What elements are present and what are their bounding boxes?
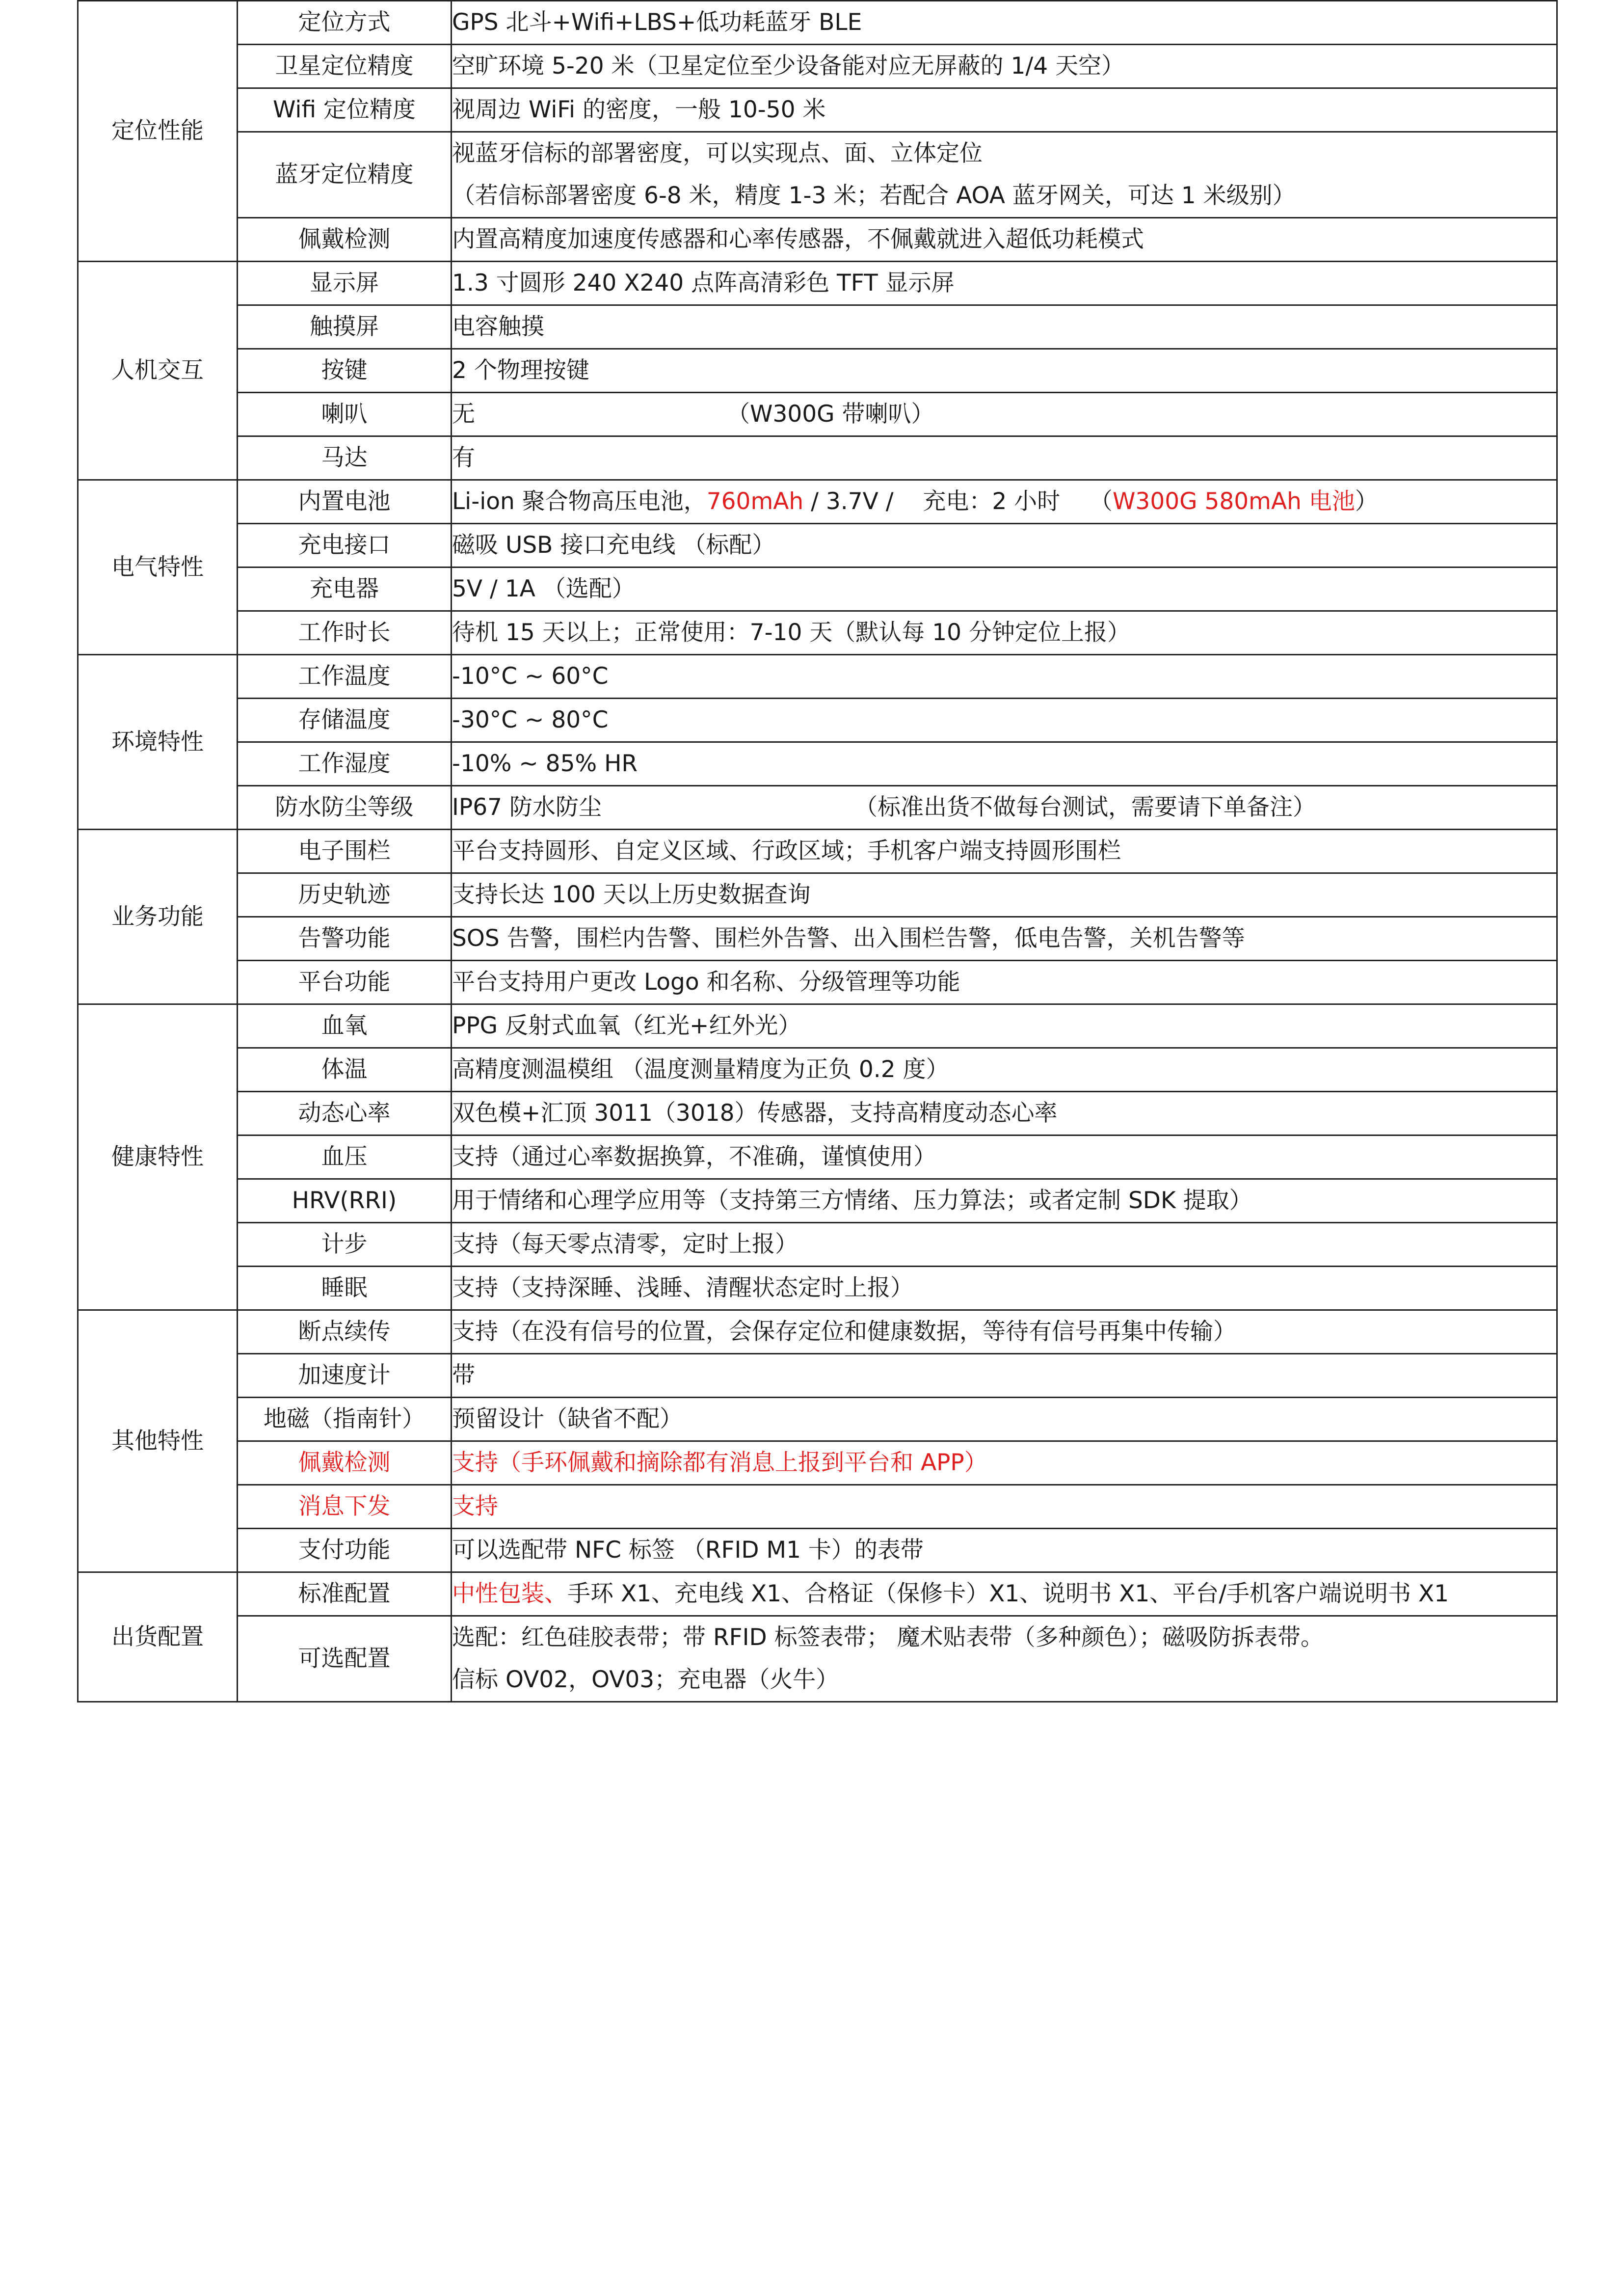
category-cell: 电气特性 bbox=[78, 480, 238, 655]
table-row bbox=[78, 611, 1557, 655]
table-row bbox=[78, 1135, 1557, 1179]
value-cell: 支持 bbox=[452, 1485, 1557, 1529]
category-cell: 出货配置 bbox=[78, 1572, 238, 1702]
value-cell: GPS 北斗+Wifi+LBS+低功耗蓝牙 BLE bbox=[452, 1, 1557, 45]
item-cell: 触摸屏 bbox=[238, 305, 452, 349]
table-row bbox=[78, 1616, 1557, 1702]
value-line: 视蓝牙信标的部署密度，可以实现点、面、立体定位 bbox=[452, 140, 983, 167]
table-row bbox=[78, 742, 1557, 786]
value-cell bbox=[452, 786, 1557, 830]
category-cell: 环境特性 bbox=[78, 655, 238, 830]
value-text: 无 bbox=[452, 401, 475, 428]
table-row bbox=[78, 961, 1557, 1004]
value-cell: 双色模+汇顶 3011（3018）传感器，支持高精度动态心率 bbox=[452, 1092, 1557, 1135]
item-cell: 支付功能 bbox=[238, 1529, 452, 1572]
value-line: 信标 OV02，OV03；充电器（火牛） bbox=[452, 1666, 839, 1693]
item-cell: 血氧 bbox=[238, 1004, 452, 1048]
table-row bbox=[78, 1179, 1557, 1223]
value-cell: 高精度测温模组 （温度测量精度为正负 0.2 度） bbox=[452, 1048, 1557, 1092]
table-row bbox=[78, 1, 1557, 45]
value-cell: 电容触摸 bbox=[452, 305, 1557, 349]
value-cell: PPG 反射式血氧（红光+红外光） bbox=[452, 1004, 1557, 1048]
category-cell: 其他特性 bbox=[78, 1310, 238, 1572]
table-row bbox=[78, 1398, 1557, 1441]
item-cell: 工作温度 bbox=[238, 655, 452, 699]
value-cell: -10% ~ 85% HR bbox=[452, 742, 1557, 786]
value-cell: 用于情绪和心理学应用等（支持第三方情绪、压力算法；或者定制 SDK 提取） bbox=[452, 1179, 1557, 1223]
spec-table bbox=[77, 0, 1558, 1702]
value-cell: 5V / 1A （选配） bbox=[452, 567, 1557, 611]
table-row bbox=[78, 1354, 1557, 1398]
table-row bbox=[78, 349, 1557, 393]
highlight-text: W300G 580mAh 电池 bbox=[1112, 488, 1355, 515]
value-text: / 3.7V / 充电：2 小时 （ bbox=[803, 488, 1113, 515]
item-cell: 标准配置 bbox=[238, 1572, 452, 1616]
table-row bbox=[78, 262, 1557, 305]
item-cell: 加速度计 bbox=[238, 1354, 452, 1398]
table-row bbox=[78, 393, 1557, 436]
table-row bbox=[78, 1048, 1557, 1092]
value-cell: 支持（支持深睡、浅睡、清醒状态定时上报） bbox=[452, 1267, 1557, 1310]
value-cell bbox=[452, 480, 1557, 524]
table-row bbox=[78, 1485, 1557, 1529]
category-cell: 健康特性 bbox=[78, 1004, 238, 1310]
table-row bbox=[78, 1529, 1557, 1572]
item-cell: 血压 bbox=[238, 1135, 452, 1179]
table-row bbox=[78, 1092, 1557, 1135]
value-note: （W300G 带喇叭） bbox=[727, 401, 934, 428]
item-cell: 平台功能 bbox=[238, 961, 452, 1004]
value-cell: 支持（在没有信号的位置，会保存定位和健康数据，等待有信号再集中传输） bbox=[452, 1310, 1557, 1354]
value-note: （标准出货不做每台测试，需要请下单备注） bbox=[854, 794, 1316, 821]
table-row bbox=[78, 830, 1557, 873]
value-cell: 预留设计（缺省不配） bbox=[452, 1398, 1557, 1441]
item-cell: 断点续传 bbox=[238, 1310, 452, 1354]
table-row bbox=[78, 699, 1557, 742]
item-cell: 存储温度 bbox=[238, 699, 452, 742]
table-row bbox=[78, 524, 1557, 567]
item-cell: 睡眠 bbox=[238, 1267, 452, 1310]
table-row bbox=[78, 45, 1557, 88]
value-text: ） bbox=[1355, 488, 1378, 515]
item-cell: 计步 bbox=[238, 1223, 452, 1267]
value-cell: 支持长达 100 天以上历史数据查询 bbox=[452, 873, 1557, 917]
value-cell: 2 个物理按键 bbox=[452, 349, 1557, 393]
table-row bbox=[78, 1223, 1557, 1267]
value-cell: 平台支持圆形、自定义区域、行政区域；手机客户端支持圆形围栏 bbox=[452, 830, 1557, 873]
value-cell: 1.3 寸圆形 240 X240 点阵高清彩色 TFT 显示屏 bbox=[452, 262, 1557, 305]
item-cell: 历史轨迹 bbox=[238, 873, 452, 917]
item-cell: 动态心率 bbox=[238, 1092, 452, 1135]
value-cell: 平台支持用户更改 Logo 和名称、分级管理等功能 bbox=[452, 961, 1557, 1004]
table-row bbox=[78, 786, 1557, 830]
item-cell: 蓝牙定位精度 bbox=[238, 132, 452, 218]
item-cell: 充电接口 bbox=[238, 524, 452, 567]
item-cell: 马达 bbox=[238, 436, 452, 480]
value-text: Li-ion 聚合物高压电池， bbox=[452, 488, 707, 515]
highlight-text: 中性包装、 bbox=[452, 1580, 567, 1607]
table-row bbox=[78, 1004, 1557, 1048]
value-cell: -30°C ~ 80°C bbox=[452, 699, 1557, 742]
value-cell: 视周边 WiFi 的密度，一般 10-50 米 bbox=[452, 88, 1557, 132]
value-cell: 有 bbox=[452, 436, 1557, 480]
value-cell bbox=[452, 132, 1557, 218]
item-cell: 喇叭 bbox=[238, 393, 452, 436]
item-cell: 内置电池 bbox=[238, 480, 452, 524]
item-cell: 地磁（指南针） bbox=[238, 1398, 452, 1441]
item-cell: 卫星定位精度 bbox=[238, 45, 452, 88]
value-text: IP67 防水防尘 bbox=[452, 794, 602, 821]
table-row bbox=[78, 1572, 1557, 1616]
item-cell: 按键 bbox=[238, 349, 452, 393]
table-row bbox=[78, 480, 1557, 524]
item-cell: 充电器 bbox=[238, 567, 452, 611]
table-row bbox=[78, 1310, 1557, 1354]
item-cell: 显示屏 bbox=[238, 262, 452, 305]
table-row bbox=[78, 132, 1557, 218]
value-cell: 支持（通过心率数据换算，不准确，谨慎使用） bbox=[452, 1135, 1557, 1179]
table-row bbox=[78, 88, 1557, 132]
table-row bbox=[78, 305, 1557, 349]
table-row bbox=[78, 1441, 1557, 1485]
value-cell bbox=[452, 1616, 1557, 1702]
item-cell: 告警功能 bbox=[238, 917, 452, 961]
table-row bbox=[78, 1267, 1557, 1310]
item-cell: 工作湿度 bbox=[238, 742, 452, 786]
value-cell: 支持（每天零点清零，定时上报） bbox=[452, 1223, 1557, 1267]
value-line: 选配：红色硅胶表带；带 RFID 标签表带； 魔术贴表带（多种颜色）；磁吸防拆表带。 bbox=[452, 1624, 1324, 1651]
table-row bbox=[78, 218, 1557, 262]
value-cell: SOS 告警，围栏内告警、围栏外告警、出入围栏告警，低电告警，关机告警等 bbox=[452, 917, 1557, 961]
value-cell: 内置高精度加速度传感器和心率传感器，不佩戴就进入超低功耗模式 bbox=[452, 218, 1557, 262]
category-cell: 定位性能 bbox=[78, 1, 238, 262]
value-cell: 带 bbox=[452, 1354, 1557, 1398]
item-cell: 消息下发 bbox=[238, 1485, 452, 1529]
category-cell: 人机交互 bbox=[78, 262, 238, 480]
value-text: 手环 X1、充电线 X1、合格证（保修卡）X1、说明书 X1、平台/手机客户端说明书 X1 bbox=[567, 1580, 1449, 1607]
table-row bbox=[78, 655, 1557, 699]
item-cell: 佩戴检测 bbox=[238, 218, 452, 262]
value-cell: 待机 15 天以上；正常使用：7-10 天（默认每 10 分钟定位上报） bbox=[452, 611, 1557, 655]
value-cell bbox=[452, 393, 1557, 436]
item-cell: 体温 bbox=[238, 1048, 452, 1092]
item-cell: 定位方式 bbox=[238, 1, 452, 45]
table-row bbox=[78, 917, 1557, 961]
item-cell: 电子围栏 bbox=[238, 830, 452, 873]
item-cell: 可选配置 bbox=[238, 1616, 452, 1702]
item-cell: 佩戴检测 bbox=[238, 1441, 452, 1485]
value-cell: 磁吸 USB 接口充电线 （标配） bbox=[452, 524, 1557, 567]
value-cell: -10°C ~ 60°C bbox=[452, 655, 1557, 699]
table-row bbox=[78, 873, 1557, 917]
item-cell: HRV(RRI) bbox=[238, 1179, 452, 1223]
item-cell: 防水防尘等级 bbox=[238, 786, 452, 830]
value-cell: 支持（手环佩戴和摘除都有消息上报到平台和 APP） bbox=[452, 1441, 1557, 1485]
value-cell: 可以选配带 NFC 标签 （RFID M1 卡）的表带 bbox=[452, 1529, 1557, 1572]
item-cell: 工作时长 bbox=[238, 611, 452, 655]
table-row bbox=[78, 567, 1557, 611]
highlight-text: 760mAh bbox=[706, 488, 804, 515]
category-cell: 业务功能 bbox=[78, 830, 238, 1004]
value-cell bbox=[452, 1572, 1557, 1616]
item-cell: Wifi 定位精度 bbox=[238, 88, 452, 132]
value-line: （若信标部署密度 6-8 米，精度 1-3 米；若配合 AOA 蓝牙网关，可达 1 米级别） bbox=[452, 182, 1296, 209]
value-cell: 空旷环境 5-20 米（卫星定位至少设备能对应无屏蔽的 1/4 天空） bbox=[452, 45, 1557, 88]
table-row bbox=[78, 436, 1557, 480]
